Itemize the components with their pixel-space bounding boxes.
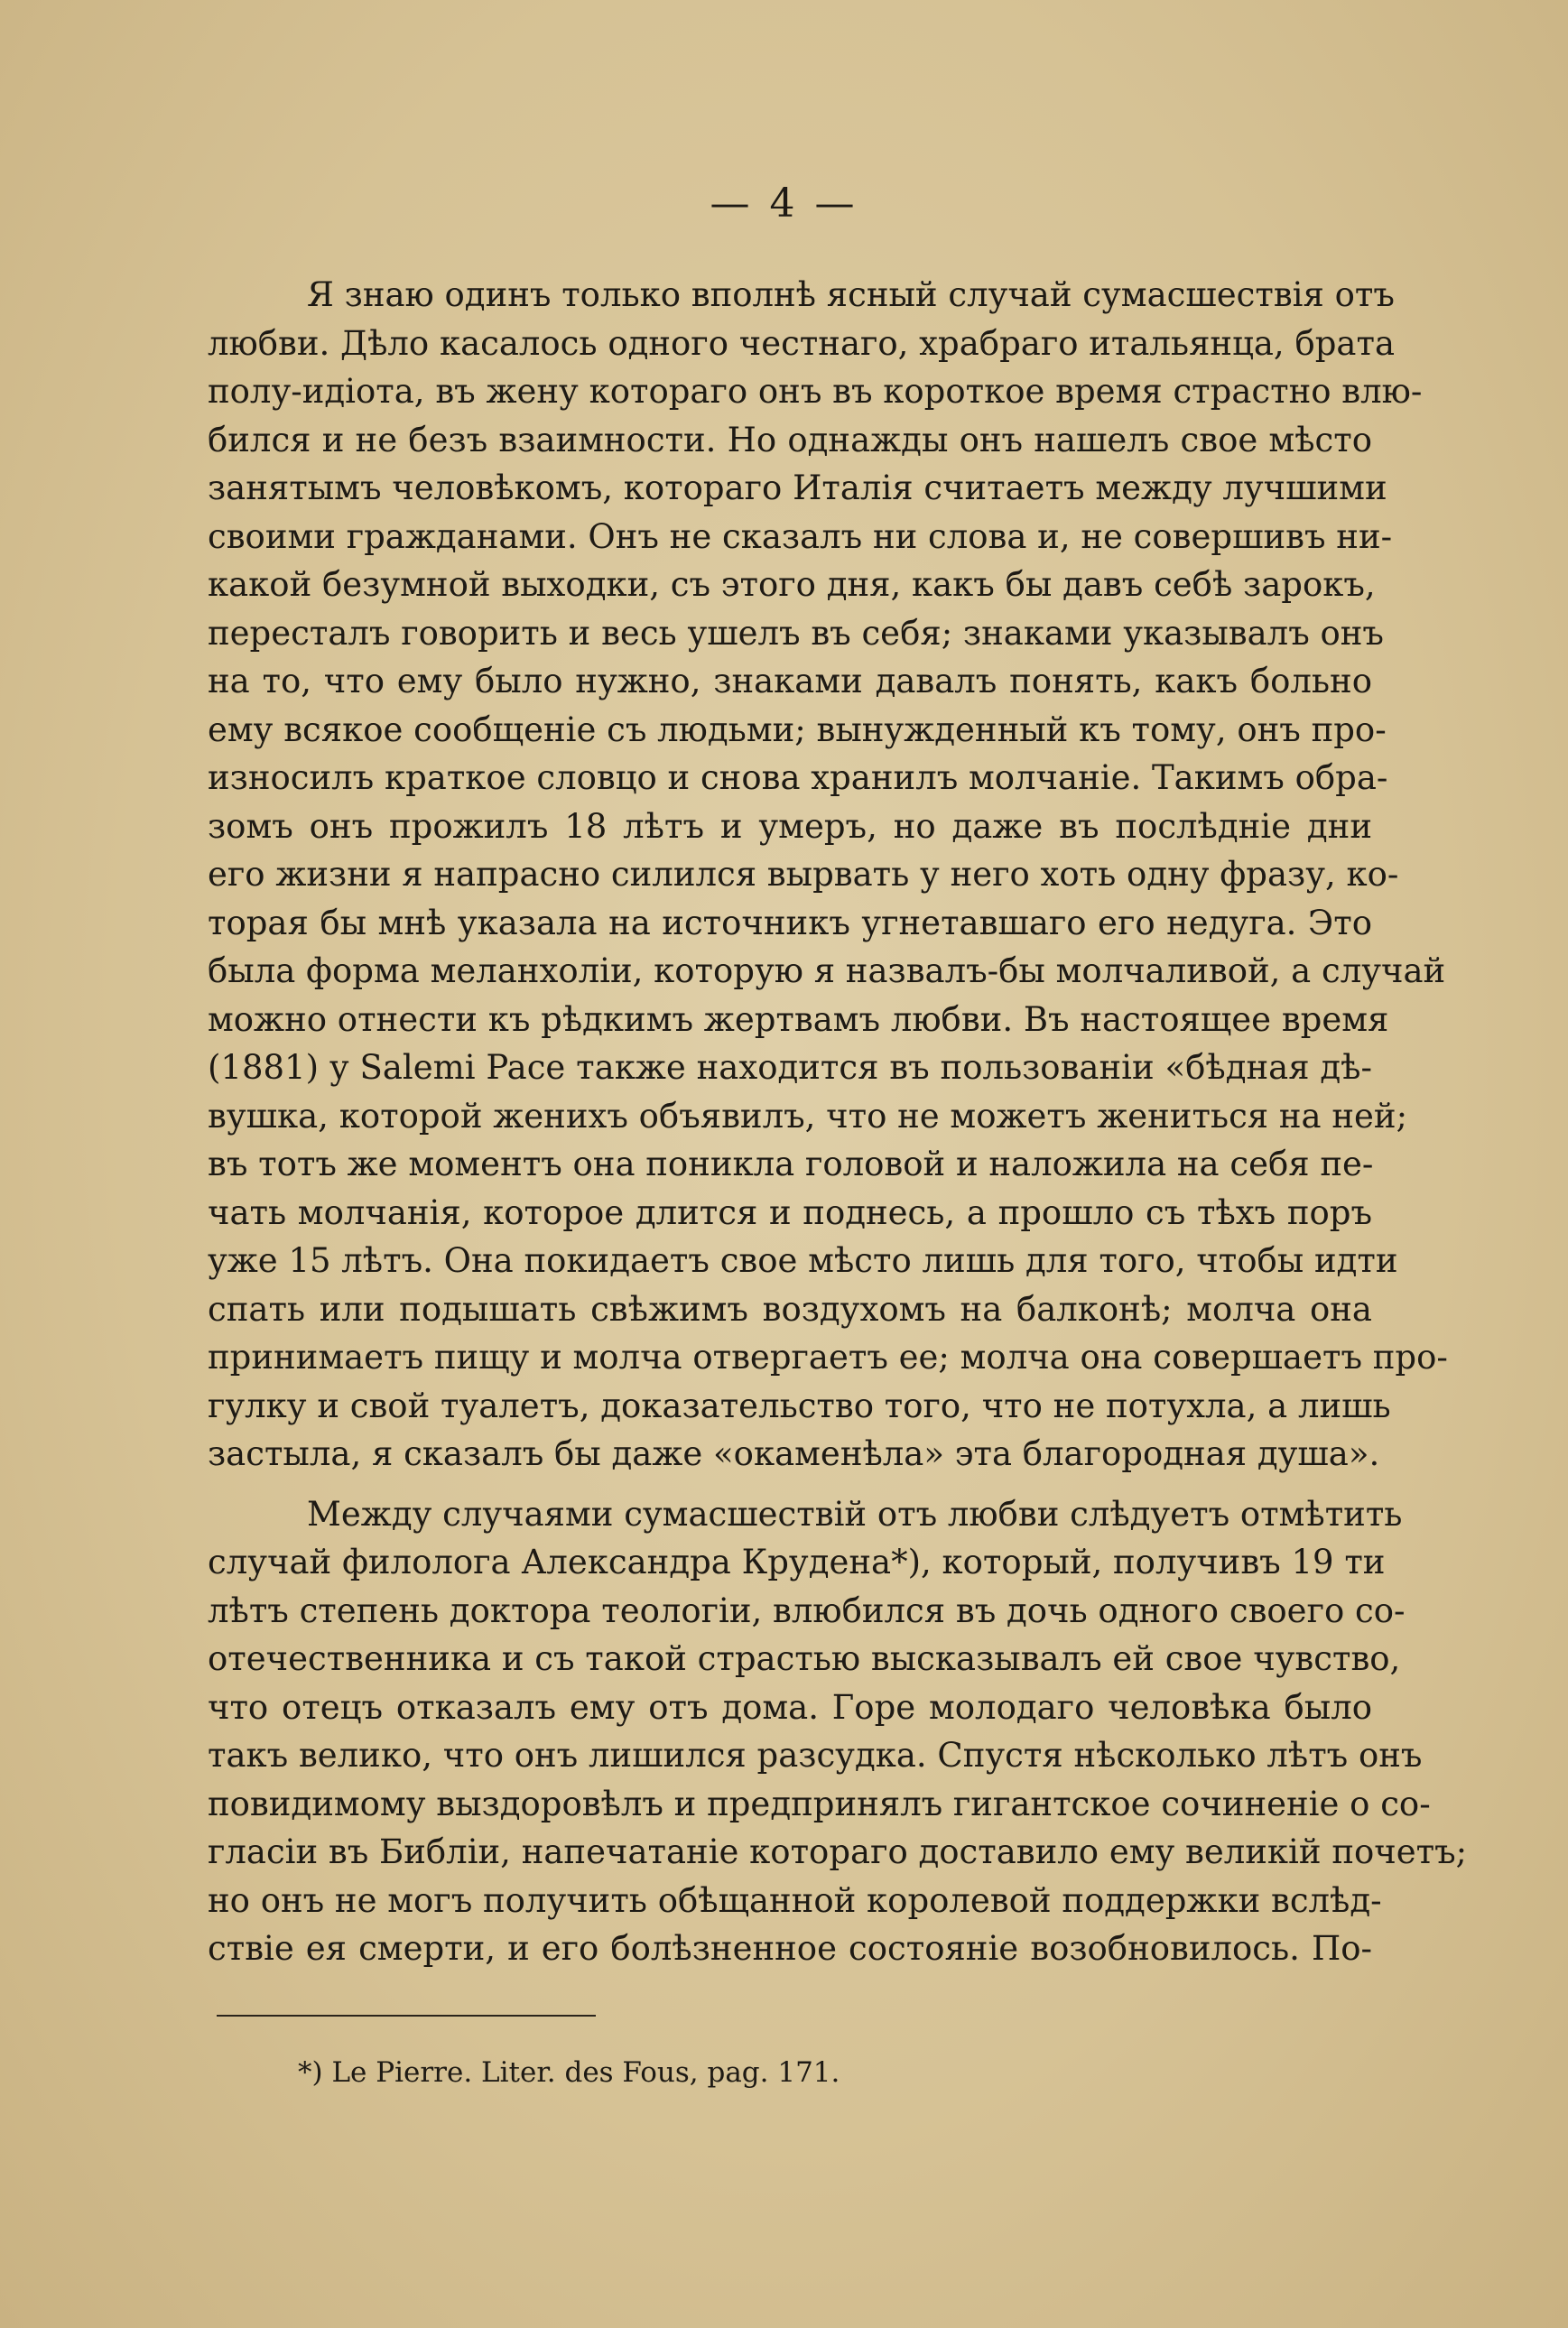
text-line: гласіи въ Библіи, напечатаніе котораго доставило ему великій почетъ;	[208, 1832, 1468, 1871]
text-line: любви. Дѣло касалось одного честнаго, храбраго итальянца, брата	[208, 323, 1395, 363]
paragraph-1	[208, 271, 1448, 1479]
text-line: случай филолога Александра Крудена*), который, получивъ 19 ти	[208, 1543, 1386, 1581]
text-line: его жизни я напрасно силился вырвать у него хоть одну фразу, ко-	[208, 855, 1399, 894]
text-line: какой безумной выходки, съ этого дня, какъ бы давъ себѣ зарокъ,	[208, 565, 1376, 604]
text-line: бился и не безъ взаимности. Но однажды онъ нашелъ свое мѣсто	[208, 420, 1372, 459]
text-line: была форма меланхоліи, которую я назвалъ-бы молчаливой, а случай	[208, 951, 1446, 990]
paragraph-2	[208, 1490, 1468, 1973]
text-line: спать или подышать свѣжимъ воздухомъ на балконѣ; молча она	[208, 1289, 1372, 1329]
text-line: такъ велико, что онъ лишился разсудка. Спустя нѣсколько лѣтъ онъ	[208, 1736, 1423, 1775]
paragraph-gap	[208, 1479, 1372, 1490]
page-number: — 4 —	[710, 181, 858, 227]
text-line: уже 15 лѣтъ. Она покидаетъ свое мѣсто лишь для того, чтобы идти	[208, 1241, 1398, 1280]
text-line: торая бы мнѣ указала на источникъ угнетавшаго его недуга. Это	[208, 903, 1372, 942]
text-line: принимаетъ пищу и молча отвергаетъ ее; молча она совершаетъ про-	[208, 1338, 1448, 1377]
text-line: но онъ не могъ получить обѣщанной королевой поддержки вслѣд-	[208, 1880, 1382, 1920]
text-line: можно отнести къ рѣдкимъ жертвамъ любви. Въ настоящее время	[208, 999, 1389, 1039]
text-line: гулку и свой туалетъ, доказательство того, что не потухла, а лишь	[208, 1386, 1391, 1425]
text-line: повидимому выздоровѣлъ и предпринялъ гигантское сочиненіе о со-	[208, 1784, 1431, 1823]
text-line: Между случаями сумасшествій отъ любви слѣдуетъ отмѣтить	[307, 1494, 1403, 1534]
text-line: Я знаю одинъ только вполнѣ ясный случай сумасшествія отъ	[307, 275, 1395, 314]
body-text	[208, 271, 1468, 1973]
text-line: вушка, которой женихъ объявилъ, что не можетъ жениться на ней;	[208, 1096, 1408, 1136]
footnote-rule	[217, 2015, 596, 2017]
text-line: занятымъ человѣкомъ, котораго Италія считаетъ между лучшими	[208, 468, 1387, 507]
text-line: въ тотъ же моментъ она поникла головой и наложила на себя пе-	[208, 1145, 1374, 1183]
text-line: (1881) у Salemi Pace также находится въ пользованіи «бѣдная дѣ-	[208, 1048, 1372, 1087]
text-line: зомъ онъ прожилъ 18 лѣтъ и умеръ, но даже въ послѣдніе дни	[208, 806, 1372, 846]
text-line: чать молчанія, которое длится и поднесь, а прошло съ тѣхъ поръ	[208, 1192, 1372, 1232]
footnote: *) Le Pierre. Liter. des Fous, pag. 171.	[298, 2056, 840, 2089]
text-line: отечественника и съ такой страстью высказывалъ ей свое чувство,	[208, 1639, 1401, 1678]
text-line: застыла, я сказалъ бы даже «окаменѣла» эта благородная душа».	[208, 1434, 1380, 1473]
text-line: лѣтъ степень доктора теологіи, влюбился въ дочь одного своего со-	[208, 1591, 1406, 1630]
text-line: на то, что ему было нужно, знаками давалъ понять, какъ больно	[208, 662, 1372, 700]
text-line: пересталъ говорить и весь ушелъ въ себя; знаками указывалъ онъ	[208, 613, 1384, 653]
text-line: ствіе ея смерти, и его болѣзненное состояніе возобновилось. По-	[208, 1929, 1372, 1968]
text-line: износилъ краткое словцо и снова хранилъ молчаніе. Такимъ обра-	[208, 758, 1388, 797]
text-line: полу-идіота, въ жену котораго онъ въ короткое время страстно влю-	[208, 372, 1423, 411]
text-line: своими гражданами. Онъ не сказалъ ни слова и, не совершивъ ни-	[208, 516, 1393, 556]
text-line: что отецъ отказалъ ему отъ дома. Горе молодаго человѣка было	[208, 1687, 1372, 1727]
text-line: ему всякое сообщеніе съ людьми; вынужденный къ тому, онъ про-	[208, 710, 1387, 749]
